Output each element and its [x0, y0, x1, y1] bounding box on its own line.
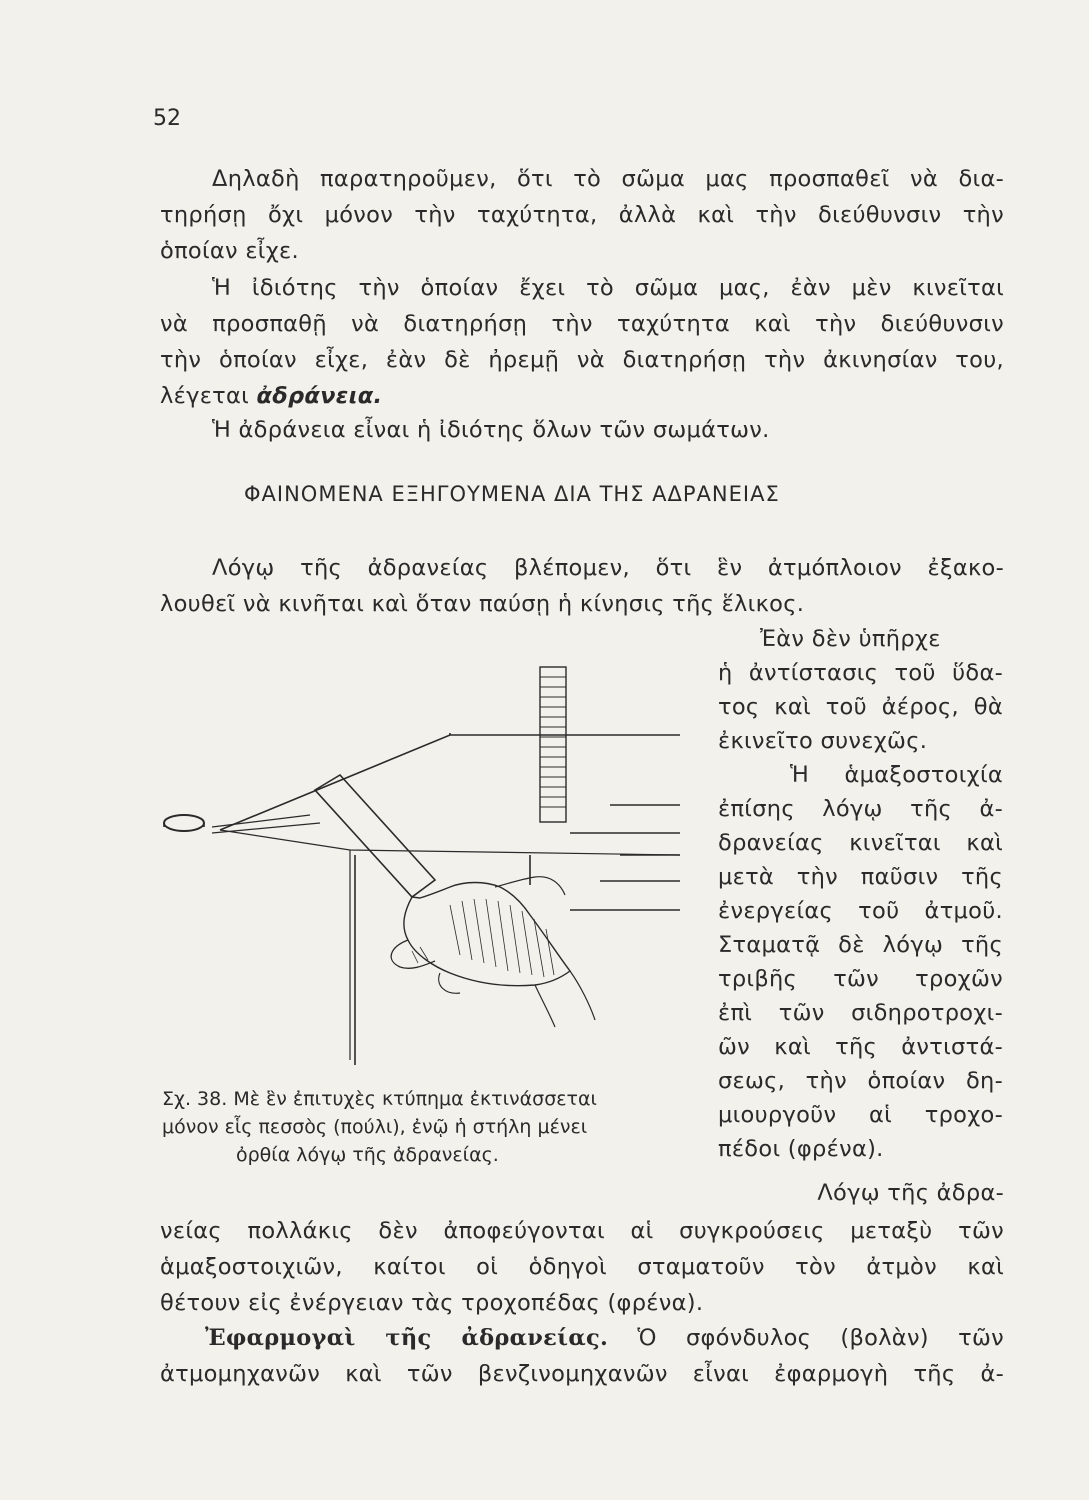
term-applications: Ἐφαρμογαὶ τῆς ἀδρανείας. [205, 1325, 609, 1351]
figure-caption-line: μόνον εἷς πεσσὸς (πούλι), ἐνῷ ἡ στήλη μένει [162, 1116, 588, 1138]
figure-caption-line: Σχ. 38. Μὲ ἓν ἐπιτυχὲς κτύπημα ἐκτινάσσεται [162, 1088, 597, 1110]
text-line: Λόγῳ τῆς ἀδρανείας βλέπομεν, ὅτι ἓν ἀτμόπλοιον ἐξακο- [212, 555, 1004, 581]
text-line [205, 1323, 1004, 1353]
text-line: ἐπίσης λόγῳ τῆς ἀ- [718, 796, 1003, 822]
text-line: μιουργοῦν αἱ τροχο- [718, 1102, 1003, 1128]
text-line: τὴν ὁποίαν εἶχε, ἐὰν δὲ ἠρεμῇ νὰ διατηρήσῃ τὴν ἀκινησίαν του, [160, 347, 1004, 373]
text-line: τριβῆς τῶν τροχῶν [718, 966, 1003, 992]
figure-caption-line: ὀρθία λόγῳ τῆς ἀδρανείας. [236, 1144, 499, 1166]
page-number: 52 [153, 106, 181, 131]
text-line: τος καὶ τοῦ ἀέρος, θὰ [718, 694, 1003, 720]
text-line: ἐνεργείας τοῦ ἀτμοῦ. [718, 898, 1003, 924]
text-line: Ἡ ἰδιότης τὴν ὁποίαν ἔχει τὸ σῶμα μας, ἐὰν μὲν κινεῖται [212, 275, 1004, 301]
text-line: ὁποίαν εἶχε. [160, 238, 299, 264]
text-line: ἐκινεῖτο συνεχῶς. [718, 728, 928, 754]
text-line: Σταματᾷ δὲ λόγῳ τῆς [718, 932, 1003, 958]
text-line: Δηλαδὴ παρατηροῦμεν, ὅτι τὸ σῶμα μας προσπαθεῖ νὰ δια- [212, 166, 1004, 192]
text-line: Λόγῳ τῆς ἀδρα- [817, 1180, 1004, 1206]
section-heading: ΦΑΙΝΟΜΕΝΑ ΕΞΗΓΟΥΜΕΝΑ ΔΙΑ ΤΗΣ ΑΔΡΑΝΕΙΑΣ [244, 482, 780, 506]
text-line: θέτουν εἰς ἐνέργειαν τὰς τροχοπέδας (φρένα). [160, 1290, 704, 1316]
text-line: νὰ προσπαθῇ νὰ διατηρήσῃ τὴν ταχύτητα καὶ τὴν διεύθυνσιν [160, 311, 1004, 337]
text-line: λουθεῖ νὰ κινῆται καὶ ὅταν παύσῃ ἡ κίνησις τῆς ἕλικος. [160, 591, 805, 617]
text-line: μετὰ τὴν παῦσιν τῆς [718, 864, 1003, 890]
text-line: νείας πολλάκις δὲν ἀποφεύγονται αἱ συγκρούσεις μεταξὺ τῶν [160, 1218, 1004, 1244]
text-line: τηρήσῃ ὄχι μόνον τὴν ταχύτητα, ἀλλὰ καὶ τὴν διεύθυνσιν τὴν [160, 202, 1004, 228]
term-inertia: ἀδράνεια. [256, 383, 383, 409]
text-line: ἀτμομηχανῶν καὶ τῶν βενζινομηχανῶν εἶναι ἐφαρμογὴ τῆς ἀ- [160, 1361, 1004, 1387]
text-line: Ἡ ἀδράνεια εἶναι ἡ ἰδιότης ὅλων τῶν σωμάτων. [212, 417, 770, 443]
text-line [160, 381, 382, 411]
text-line: σεως, τὴν ὁποίαν δη- [718, 1068, 1003, 1094]
text-line: πέδοι (φρένα). [718, 1136, 884, 1162]
text-span: Ὁ σφόνδυλος (βολὰν) τῶν [608, 1325, 1004, 1351]
text-line: ῶν καὶ τῆς ἀντιστά- [718, 1034, 1003, 1060]
text-span: λέγεται [160, 383, 257, 409]
text-line: ἡ ἀντίστασις τοῦ ὕδα- [718, 660, 1003, 686]
text-line: Ἐὰν δὲν ὑπῆρχε [760, 626, 941, 652]
text-line: ἐπὶ τῶν σιδηροτροχι- [718, 1000, 1003, 1026]
figure-coin-stack-illustration [150, 655, 710, 1075]
text-line: ἁμαξοστοιχιῶν, καίτοι οἱ ὁδηγοὶ σταματοῦν τὸν ἀτμὸν καὶ [160, 1254, 1004, 1280]
text-line: Ἡ ἁμαξοστοιχία [790, 762, 1003, 788]
text-line: δρανείας κινεῖται καὶ [718, 830, 1003, 856]
